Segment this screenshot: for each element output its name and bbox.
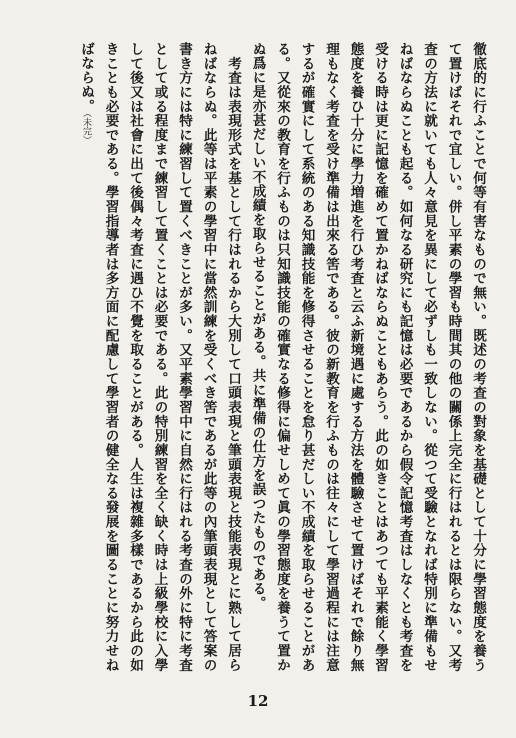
- paragraph-1: 徹底的に行ふことで何等有害なもので無い。既述の考査の對象を基礎として十分に學習態度を養うて置けばそれで宜しい。併し平素の學習も時間其の他の關係上完全に行はれるとは限らない。又考査の方法に就いても人々意見を異にして必ずしも一致しない。從つて受驗となれば特別に準備もせねばならぬことも起る。如何なる研究にも記憶は必要であるから假令記憶考査はしなくとも考査を受ける時は更に記憶を確めて置かねばならぬこともあらう。此の如きことはあつても平素能く學習態度を養ひ十分に學力増進を行ひ考査と云ふ新境遇に處する方法を體驗させて置けばそれで餘り無理もなく考査を受け準備は出來る筈である。彼の新教育を行ふものは往々にして學習過程には注意するが確實にして系統のある知識技能を修得させることを怠り甚だしい不成績を取らせることがある。又從來の教育を行ふものは只知識技能の確實なる修得に偏せしめて眞の學習態度を養うて置かぬ爲に是亦甚だしい不成績を取らせることがある。共に準備の仕方を誤つたものである。: [249, 42, 486, 672]
- paragraph-2: [74, 42, 246, 672]
- vertical-text-block: [74, 42, 491, 672]
- closing-note: （未完）: [81, 113, 91, 145]
- paragraph-2-text: 考査は表現形式を基として行はれるから大別して口頭表現と筆頭表現と技能表現とに熟して居らねばならぬ。此等は平素の學習中に當然訓練を受くべき筈であるが此等の內筆頭表現として答案の書き方には特に練習して置くべきことが多い。又平素學習中に自然に行はれる考査の外に特に考査として或る程度まで練習して置くことは必要である。此の特別練習を全く缺く時は上級學校に入學して後又は社會に出て後偶々考査に遇ひ不覺を取ることがある。人生は複雜多樣であるから此の如きことも必要である。學習指導者は多方面に配慮して學習者の健全なる發展を圖ることに努力せねばならぬ。: [78, 42, 241, 672]
- page-number: 12: [247, 692, 269, 710]
